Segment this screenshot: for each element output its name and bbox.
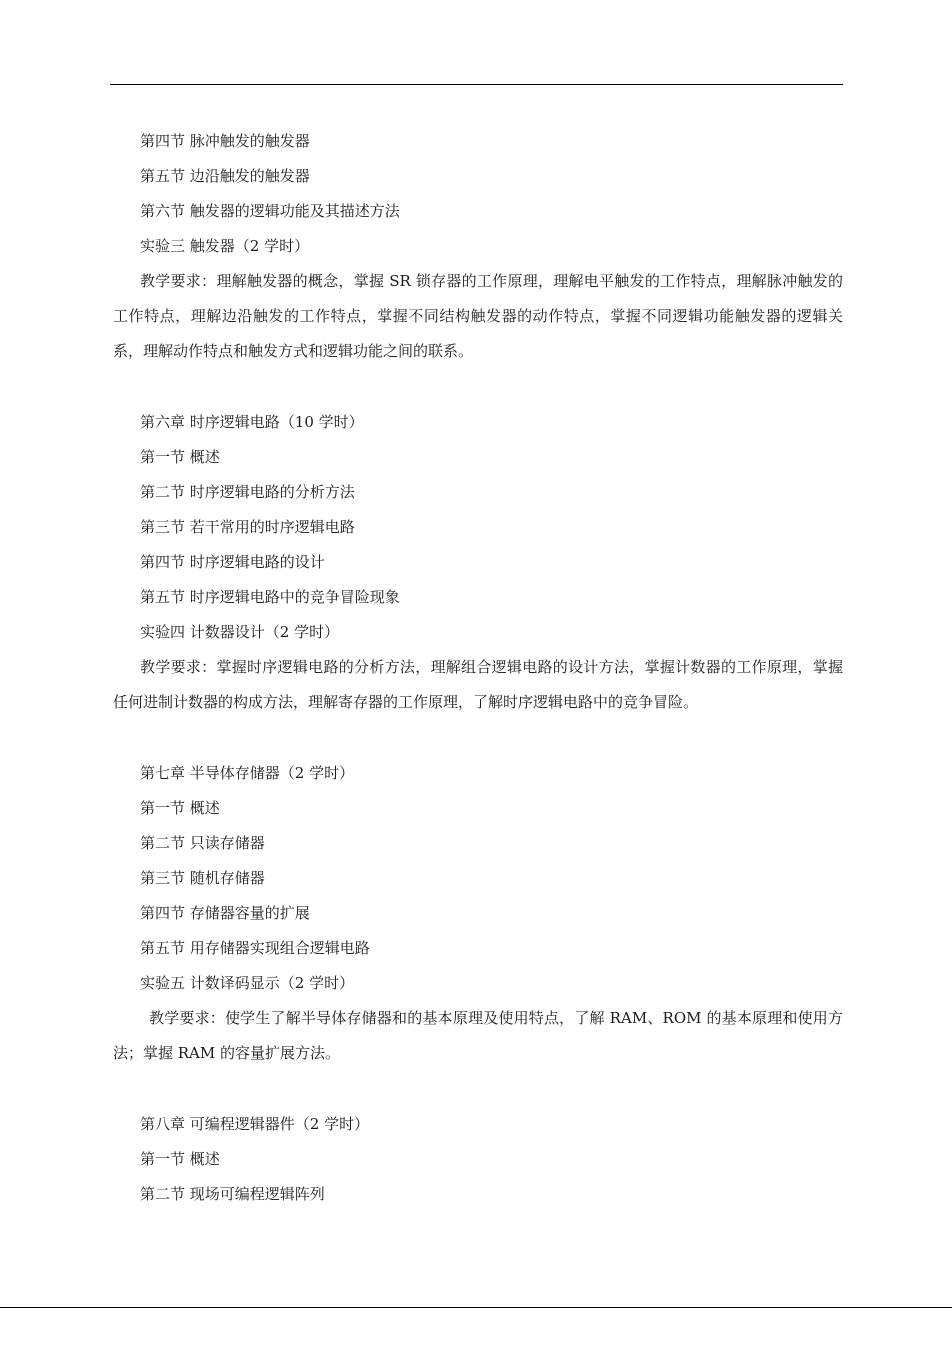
- section-line: 第一节 概述: [140, 1150, 220, 1168]
- section-line: 第二节 时序逻辑电路的分析方法: [140, 483, 355, 501]
- experiment-line: 实验四 计数器设计（2 学时）: [140, 623, 340, 641]
- section-line: 第一节 概述: [140, 448, 220, 466]
- section-line: 第三节 随机存储器: [140, 869, 265, 887]
- chapter-heading: 第八章 可编程逻辑器件（2 学时）: [140, 1115, 370, 1133]
- section-block-chapter6: [113, 405, 843, 720]
- teaching-requirement: 教学要求：掌握时序逻辑电路的分析方法，理解组合逻辑电路的设计方法，掌握计数器的工作原理，掌握任何进制计数器的构成方法，理解寄存器的工作原理，了解时序逻辑电路中的竞争冒险。: [113, 658, 843, 711]
- section-line: 第二节 现场可编程逻辑阵列: [140, 1185, 325, 1203]
- section-block-chapter7: [113, 756, 843, 1071]
- section-line: 第五节 边沿触发的触发器: [140, 167, 310, 185]
- section-line: 第四节 时序逻辑电路的设计: [140, 553, 325, 571]
- section-line: 第六节 触发器的逻辑功能及其描述方法: [140, 202, 400, 220]
- experiment-line: 实验三 触发器（2 学时）: [140, 237, 310, 255]
- document-body: [113, 124, 843, 1212]
- section-line: 第五节 用存储器实现组合逻辑电路: [140, 939, 370, 957]
- section-line: 第三节 若干常用的时序逻辑电路: [140, 518, 355, 536]
- experiment-line: 实验五 计数译码显示（2 学时）: [140, 974, 355, 992]
- section-block-chapter5: [113, 124, 843, 369]
- footer-rule: [0, 1307, 952, 1308]
- section-line: 第一节 概述: [140, 799, 220, 817]
- section-block-chapter8: [113, 1107, 843, 1212]
- header-rule: [110, 84, 843, 85]
- teaching-requirement: 教学要求：理解触发器的概念，掌握 SR 锁存器的工作原理，理解电平触发的工作特点，理解脉冲触发的工作特点，理解边沿触发的工作特点，掌握不同结构触发器的动作特点，掌握不同逻辑功能触发器的逻辑关系，理解动作特点和触发方式和逻辑功能之间的联系。: [113, 272, 843, 360]
- chapter-heading: 第七章 半导体存储器（2 学时）: [140, 764, 355, 782]
- section-line: 第四节 脉冲触发的触发器: [140, 132, 310, 150]
- chapter-heading: 第六章 时序逻辑电路（10 学时）: [140, 413, 364, 431]
- section-line: 第二节 只读存储器: [140, 834, 265, 852]
- teaching-requirement: 教学要求：使学生了解半导体存储器和的基本原理及使用特点，了解 RAM、ROM 的基本原理和使用方法；掌握 RAM 的容量扩展方法。: [113, 1009, 843, 1062]
- section-line: 第四节 存储器容量的扩展: [140, 904, 310, 922]
- section-line: 第五节 时序逻辑电路中的竞争冒险现象: [140, 588, 400, 606]
